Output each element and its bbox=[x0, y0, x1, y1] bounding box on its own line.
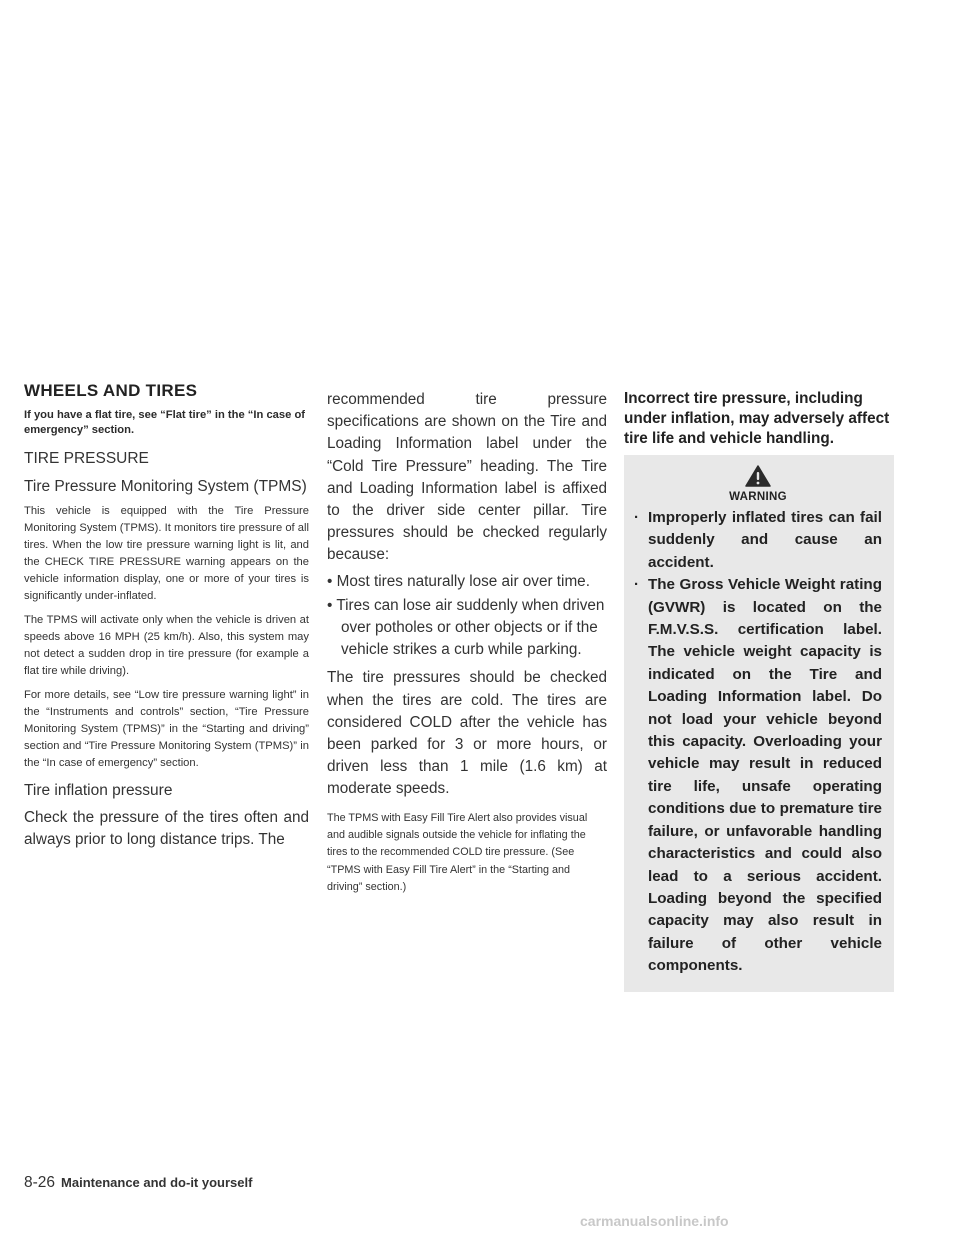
list-item: · The Gross Vehicle Weight rating (GVWR) is located on the F.M.V.S.S. certification label. The vehicle weight capacity is indicated on the Tire and Loading Information label. Do not load your vehicle beyond this capacity. Overloading your vehicle may result in reduced tire life, unsafe operating conditions due to premature tire failure, or unfavorable handling characteristics and could also lead to a serious accident. Loading beyond the specified capacity may also result in failure of other vehicle components. bbox=[634, 576, 882, 975]
flat-tire-note: If you have a flat tire, see “Flat tire” in the “In case of emergency” section. bbox=[24, 409, 306, 436]
bullet-mark: · bbox=[634, 509, 639, 526]
right-column bbox=[624, 389, 894, 992]
easy-fill-paragraph: The TPMS with Easy Fill Tire Alert also provides visual and audible signals outside the vehicle for inflating the tires to the recommended COLD tire pressure. (See “TPMS with Easy Fill Tire Alert” in the “Starting and driving” section.) bbox=[327, 811, 588, 893]
inflation-heading: Tire inflation pressure bbox=[24, 782, 173, 799]
list-item: · Improperly inflated tires can fail suddenly and cause an accident. bbox=[634, 509, 882, 571]
middle-column bbox=[327, 389, 607, 903]
chapter-title: Maintenance and do-it yourself bbox=[61, 1175, 253, 1190]
tpms-paragraph-3: For more details, see “Low tire pressure warning light” in the “Instruments and controls” section, “Tire Pressure Monitoring System (TPMS)” in the “Starting and driving” section and “Tire Pressure Monitoring System (TPMS)” in the “In case of emergency” section. bbox=[24, 689, 309, 769]
left-column bbox=[24, 408, 309, 851]
reasons-list bbox=[327, 571, 607, 662]
tpms-paragraph-1: This vehicle is equipped with the Tire Pressure Monitoring System (TPMS). It monitors tire pressure of all tires. When the low tire pressure warning light is lit, and the CHECK TIRE PRESSURE warning appears on the vehicle information display, one or more of your tires is significantly under-inflated. bbox=[24, 505, 309, 602]
incorrect-pressure-note: Incorrect tire pressure, including under inflation, may adversely affect tire life and vehicle handling. bbox=[624, 390, 890, 447]
watermark: carmanualsonline.info bbox=[580, 1213, 729, 1229]
specification-paragraph: recommended tire pressure specifications are shown on the Tire and Loading Information label under the “Cold Tire Pressure” heading. The Tire and Loading Information label is affixed to the driver side center pillar. Tire pressures should be checked regularly because: bbox=[327, 391, 607, 564]
warning-triangle-icon bbox=[745, 465, 771, 487]
section-heading: WHEELS AND TIRES bbox=[24, 381, 198, 400]
page-number: 8-26 bbox=[24, 1174, 56, 1191]
tpms-heading: Tire Pressure Monitoring System (TPMS) bbox=[24, 478, 307, 495]
inflation-paragraph: Check the pressure of the tires often and always prior to long distance trips. The bbox=[24, 809, 309, 849]
tpms-paragraph-2: The TPMS will activate only when the vehicle is driven at speeds above 16 MPH (25 km/h). Also, this system may not detect a sudden drop in tire pressure (for example a flat tire while driving). bbox=[24, 614, 309, 677]
warning-title: WARNING bbox=[729, 491, 787, 503]
list-item: • Tires can lose air suddenly when driven over potholes or other objects or if the vehicle strikes a curb while parking. bbox=[327, 596, 605, 659]
cold-tires-paragraph: The tire pressures should be checked when the tires are cold. The tires are considered COLD after the vehicle has been parked for 3 or more hours, or driven less than 1 mile (1.6 km) at moderate speeds. bbox=[327, 669, 607, 798]
warning-list bbox=[634, 507, 882, 978]
warning-header bbox=[634, 465, 882, 503]
page-footer bbox=[24, 1174, 252, 1192]
bullet-mark: · bbox=[634, 576, 639, 594]
warning-box bbox=[624, 455, 894, 992]
tire-pressure-heading: TIRE PRESSURE bbox=[24, 450, 149, 467]
list-item: • Most tires naturally lose air over time. bbox=[327, 572, 590, 590]
